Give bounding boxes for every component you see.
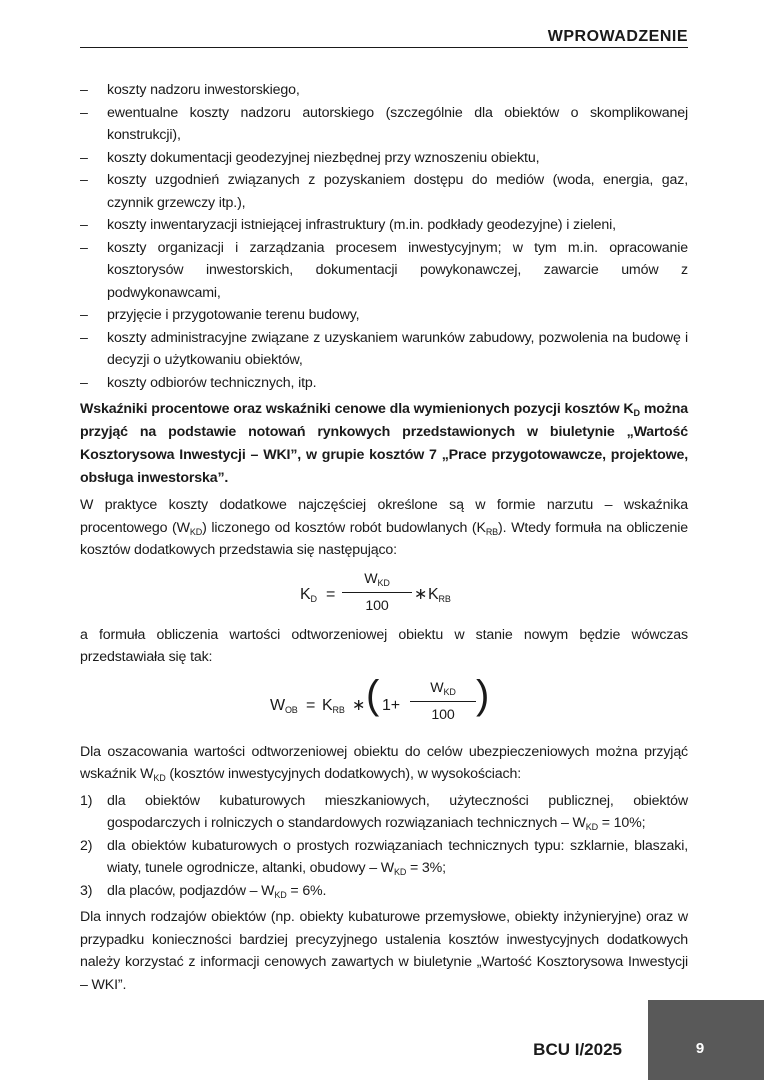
list-item: – koszty uzgodnień związanych z pozyskaniem dostępu do mediów (woda, energia, gaz, czynnik grzewczy itp.), <box>80 169 688 214</box>
list-item: 1) dla obiektów kubaturowych mieszkaniowych, użyteczności publicznej, obiektów gospodarczych i rolniczych o standardowych rozwiązaniach technicznych – $W_{KD} = 10\%$; <box>80 792 688 832</box>
list-item: – koszty inwentaryzacji istniejącej infrastruktury (m.in. podkłady geodezyjne) i zieleni, <box>80 214 688 237</box>
list-item: 2) dla obiektów kubaturowych o prostych rozwiązaniach technicznych typu: szklarnie, blaszaki, wiaty, tunele ogrodnicze, altanki, obudowy – $W_{KD} = 3\%$; <box>80 837 688 877</box>
formula-lhs: $K_D$ <box>300 585 317 604</box>
list-item: – koszty nadzoru inwestorskiego, <box>80 79 688 102</box>
formula-wob <box>80 673 688 741</box>
formula-fraction: $W_{KD}$ 100 <box>342 568 412 618</box>
formula2-intro: a formuła obliczenia wartości odtworzeniowej obiektu w stanie nowym będzie wówczas przedstawiała się tak: <box>80 626 688 665</box>
list-item: – koszty odbiorów technicznych, itp. <box>80 372 688 395</box>
formula-fraction: $W_{KD}$ 100 <box>410 677 476 727</box>
right-parenthesis: ) <box>476 672 490 717</box>
page-body <box>80 79 688 996</box>
formula-kd <box>80 562 688 624</box>
list-item: – koszty organizacji i zarządzania procesem inwestycyjnym; w tym m.in. opracowanie kosztorysów inwestorskich, dokumentacji powykonawczej, zawarcie umów z podwykonawcami, <box>80 237 688 305</box>
formula-equals: = <box>306 696 316 714</box>
list-item: – koszty administracyjne związane z uzyskaniem warunków zabudowy, pozwolenia na budowę i decyzji o użytkowaniu obiektów, <box>80 327 688 372</box>
list-item: 3) dla placów, podjazdów – $W_{KD} = 6\%$. <box>80 882 327 900</box>
cost-items-list <box>80 79 688 394</box>
rate-items-list <box>80 790 688 903</box>
formula-k-rb: $K_{RB}$ <box>322 696 345 715</box>
issue-label: BCU I/2025 <box>533 1040 622 1059</box>
section-title: WPROWADZENIE <box>547 28 688 45</box>
practice-paragraph: W praktyce koszty dodatkowe najczęściej określone są w formie narzutu – wskaźnika procentowego $(W_{KD})$ liczonego od kosztów robót budowlanych $(K_{RB})$. Wtedy formuła na obliczenie kosztów dodatkowych przedstawia się następująco: <box>80 497 689 558</box>
formula-lhs: $W_{OB}$ <box>270 696 298 715</box>
formula-one-plus: 1+ <box>382 696 400 714</box>
header-rule <box>80 47 688 48</box>
formula-rhs: $K_{RB}$ <box>428 585 451 604</box>
list-item: – przyjęcie i przygotowanie terenu budowy, <box>80 304 688 327</box>
formula-equals: = <box>326 585 336 603</box>
final-paragraph: Dla innych rodzajów obiektów (np. obiekty kubaturowe przemysłowe, obiekty inżynieryjne) oraz w przypadku konieczności bardziej precyzyjnego ustalenia kosztów inwestycyjnych dodatkowych należy korzystać z informacji cenowych zawartych w biuletynie „Wartość Kosztorysowa Inwestycji – WKI”. <box>80 909 688 993</box>
page-number: 9 <box>695 1040 705 1057</box>
insurance-paragraph: Dla oszacowania wartości odtworzeniowej obiektu do celów ubezpieczeniowych można przyjąć wskaźnik $W_{KD}$ (kosztów inwestycyjnych dodatkowych), w wysokościach: <box>80 743 688 783</box>
formula-operator: ∗ <box>414 585 428 603</box>
formula-operator: ∗ <box>352 696 366 714</box>
list-item: – koszty dokumentacji geodezyjnej niezbędnej przy wznoszeniu obiektu, <box>80 147 688 170</box>
bold-paragraph: Wskaźniki procentowe oraz wskaźniki cenowe dla wymienionych pozycji kosztów $K_D$ można przyjąć na podstawie notowań rynkowych przedstawionych w biuletynie „Wartość Kosztorysowa Inwestycji – WKI”, w grupie kosztów 7 „Prace przygotowawcze, projektowe, obsługa inwestorska”. <box>80 401 688 486</box>
left-parenthesis: ( <box>366 672 380 717</box>
list-item: – ewentualne koszty nadzoru autorskiego (szczególnie dla obiektów o skomplikowanej konstrukcji), <box>80 102 688 147</box>
